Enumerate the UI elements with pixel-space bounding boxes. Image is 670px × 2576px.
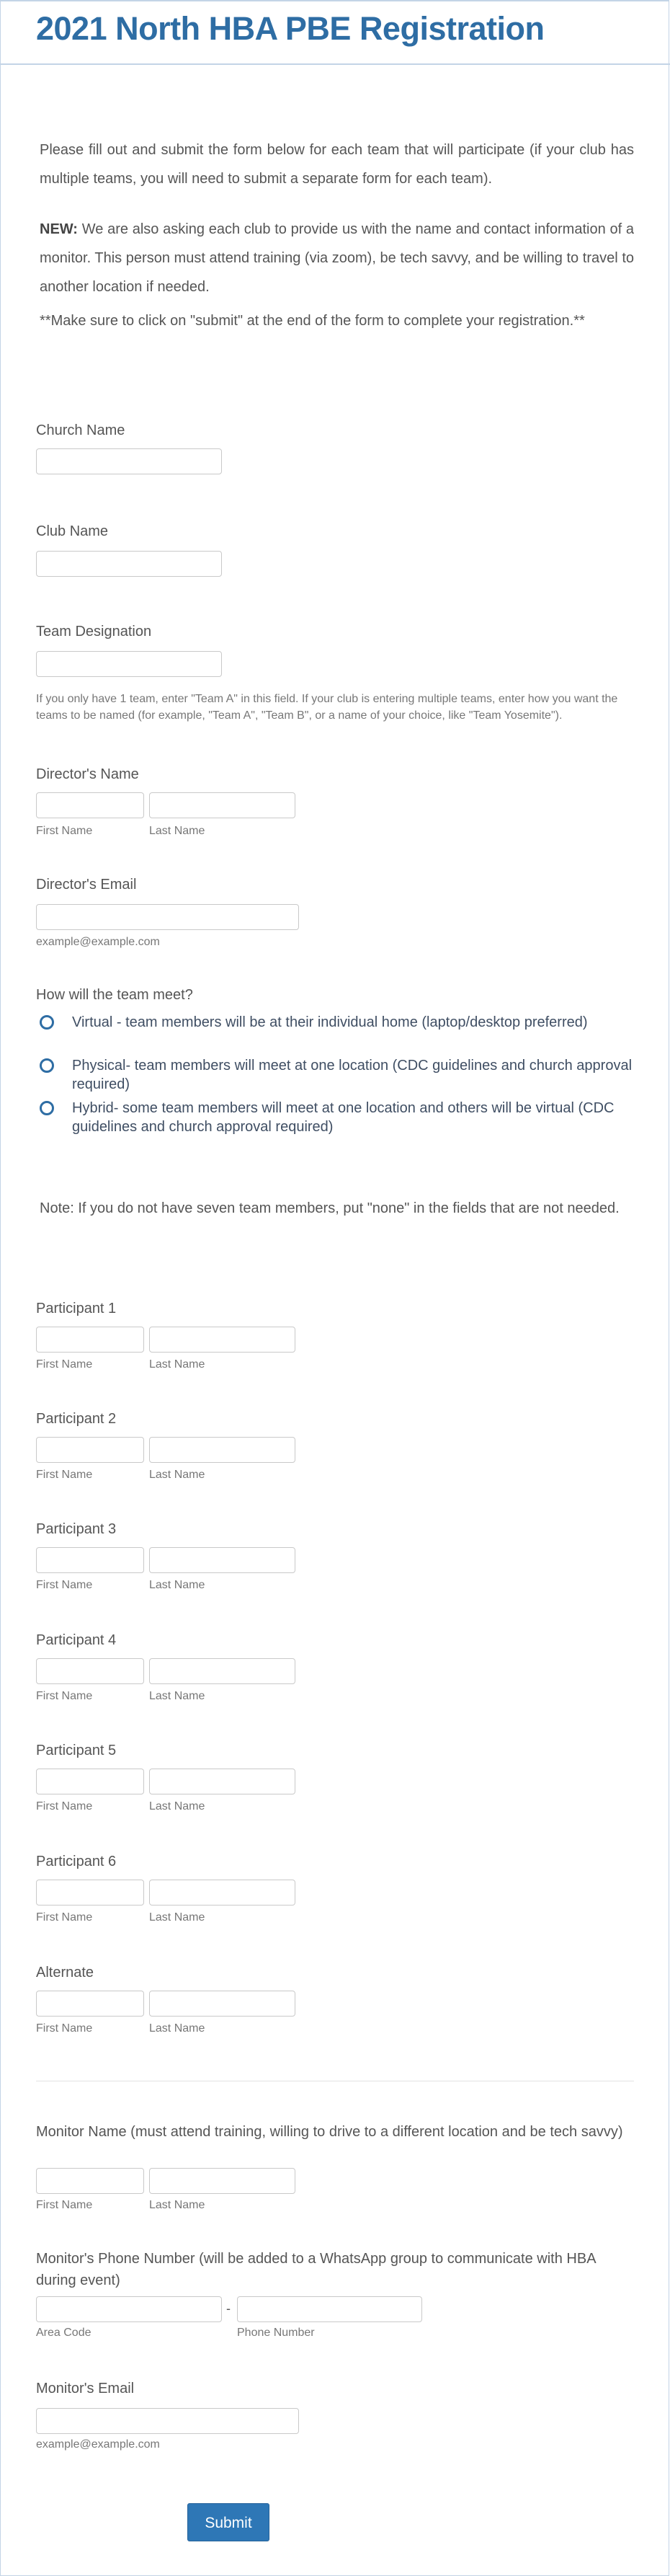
participant-3-label: Participant 3: [36, 1521, 117, 1537]
last-name-sublabel: Last Name: [149, 2022, 205, 2035]
last-name-sublabel: Last Name: [149, 1469, 205, 1481]
radio-circle-icon[interactable]: [40, 1015, 54, 1030]
last-name-sublabel: Last Name: [149, 1358, 205, 1371]
radio-virtual-label[interactable]: Virtual - team members will be at their individual home (laptop/desktop preferred): [72, 1014, 588, 1030]
participant-6-label: Participant 6: [36, 1854, 117, 1869]
participant-5-first-name-input[interactable]: [36, 1769, 144, 1794]
participant-2-label: Participant 2: [36, 1411, 117, 1427]
intro-paragraph-2-text: We are also asking each club to provide us with the name and contact information of a monitor. This person must attend training (via zoom), be tech savvy, and be willing to travel to another location if needed.: [40, 221, 634, 295]
team-designation-label: Team Designation: [36, 624, 152, 639]
participant-5-last-name-input[interactable]: [149, 1769, 295, 1794]
intro-paragraph-1: Please fill out and submit the form below for each team that will participate (if your club has multiple teams, you will need to submit a separate form for each team).: [40, 142, 634, 187]
monitor-name-label: Monitor Name (must attend training, willing to drive to a different location and be tech savvy): [36, 2124, 623, 2140]
new-label: NEW:: [40, 221, 78, 237]
alternate-first-name-input[interactable]: [36, 1991, 144, 2017]
participant-4-first-name-input[interactable]: [36, 1658, 144, 1684]
monitor-first-name-input[interactable]: [36, 2168, 144, 2194]
team-designation-input[interactable]: [36, 651, 222, 677]
area-code-input[interactable]: [36, 2296, 222, 2322]
club-name-input[interactable]: [36, 551, 222, 577]
church-name-label: Church Name: [36, 422, 125, 438]
radio-physical-label[interactable]: Physical- team members will meet at one location (CDC guidelines and church approval required): [72, 1058, 633, 1092]
directors-last-name-input[interactable]: [149, 792, 295, 818]
alternate-label: Alternate: [36, 1965, 94, 1980]
participant-3-first-name-input[interactable]: [36, 1547, 144, 1573]
participant-6-last-name-input[interactable]: [149, 1880, 295, 1906]
first-name-sublabel: First Name: [36, 1469, 93, 1481]
first-name-sublabel: First Name: [36, 1358, 93, 1371]
email-example-sublabel: example@example.com: [36, 2438, 160, 2451]
alternate-last-name-input[interactable]: [149, 1991, 295, 2017]
phone-number-input[interactable]: [237, 2296, 422, 2322]
participant-5-label: Participant 5: [36, 1743, 117, 1758]
intro-paragraph-3: **Make sure to click on "submit" at the end of the form to complete your registration.**: [40, 313, 585, 329]
last-name-sublabel: Last Name: [149, 1690, 205, 1702]
phone-separator: -: [226, 2301, 231, 2316]
last-name-sublabel: Last Name: [149, 2199, 205, 2211]
first-name-sublabel: First Name: [36, 1911, 93, 1924]
first-name-sublabel: First Name: [36, 1690, 93, 1702]
participant-2-last-name-input[interactable]: [149, 1437, 295, 1463]
monitor-last-name-input[interactable]: [149, 2168, 295, 2194]
first-name-sublabel: First Name: [36, 1800, 93, 1813]
monitor-phone-label: Monitor's Phone Number (will be added to a WhatsApp group to communicate with HBA during event): [36, 2251, 596, 2288]
meeting-type-label: How will the team meet?: [36, 987, 193, 1003]
participant-1-label: Participant 1: [36, 1301, 117, 1316]
email-example-sublabel: example@example.com: [36, 936, 160, 948]
note-text: Note: If you do not have seven team members, put "none" in the fields that are not needed.: [40, 1200, 620, 1216]
participant-1-last-name-input[interactable]: [149, 1327, 295, 1353]
directors-name-label: Director's Name: [36, 766, 139, 782]
area-code-sublabel: Area Code: [36, 2327, 91, 2339]
participant-3-last-name-input[interactable]: [149, 1547, 295, 1573]
radio-circle-icon[interactable]: [40, 1058, 54, 1073]
intro-paragraph-2: [40, 215, 634, 301]
first-name-sublabel: First Name: [36, 1579, 93, 1591]
directors-email-input[interactable]: [36, 904, 299, 930]
last-name-sublabel: Last Name: [149, 1911, 205, 1924]
form-title: 2021 North HBA PBE Registration: [36, 10, 545, 47]
participant-6-first-name-input[interactable]: [36, 1880, 144, 1906]
directors-first-name-input[interactable]: [36, 792, 144, 818]
participant-1-first-name-input[interactable]: [36, 1327, 144, 1353]
last-name-sublabel: Last Name: [149, 1800, 205, 1813]
participant-2-first-name-input[interactable]: [36, 1437, 144, 1463]
club-name-label: Club Name: [36, 523, 109, 539]
first-name-sublabel: First Name: [36, 825, 93, 837]
team-designation-help: If you only have 1 team, enter "Team A" in this field. If your club is entering multiple teams, enter how you want the teams to be named (for example, "Team A", "Team B", or a name of your choice, like "Team Yosemite").: [36, 693, 618, 722]
monitor-email-label: Monitor's Email: [36, 2381, 135, 2396]
participant-4-label: Participant 4: [36, 1632, 117, 1648]
submit-button[interactable]: Submit: [187, 2503, 269, 2541]
participant-4-last-name-input[interactable]: [149, 1658, 295, 1684]
first-name-sublabel: First Name: [36, 2022, 93, 2035]
church-name-input[interactable]: [36, 448, 222, 474]
radio-hybrid-label[interactable]: Hybrid- some team members will meet at one location and others will be virtual (CDC guidelines and church approval required): [72, 1100, 615, 1135]
monitor-email-input[interactable]: [36, 2408, 299, 2434]
phone-number-sublabel: Phone Number: [237, 2327, 315, 2339]
last-name-sublabel: Last Name: [149, 1579, 205, 1591]
directors-email-label: Director's Email: [36, 877, 137, 893]
form-header: [0, 0, 670, 65]
first-name-sublabel: First Name: [36, 2199, 93, 2211]
radio-circle-icon[interactable]: [40, 1101, 54, 1115]
last-name-sublabel: Last Name: [149, 825, 205, 837]
